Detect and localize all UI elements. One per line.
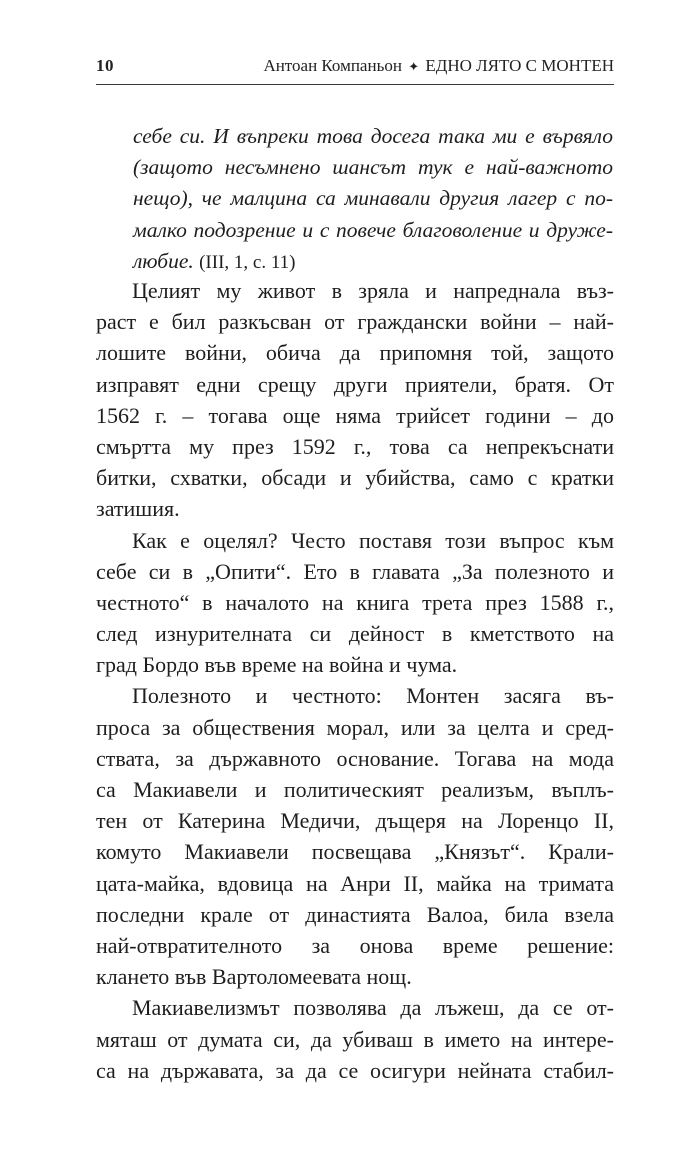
paragraph-line: Макиавелизмът позволява да лъжеш, да се от- xyxy=(132,995,614,1021)
paragraph-line: Как е оцелял? Често поставя този въпрос към xyxy=(132,527,614,553)
header-separator-icon: ✦ xyxy=(408,59,420,74)
book-title: ЕДНО ЛЯТО С МОНТЕН xyxy=(425,56,614,75)
paragraph-line: смъртта му през 1592 г., това са непрекъснати xyxy=(96,433,614,459)
paragraph-line: са Макиавели и политическият реализъм, въплъ- xyxy=(96,777,614,802)
quote-line: нещо), че малцина са минавали другия лагер с по- xyxy=(133,186,613,211)
paragraph-line: себе си в „Опити“. Ето в главата „За полезното и xyxy=(96,558,614,584)
paragraph-line: изправят едни срещу други приятели, братя. От xyxy=(96,371,614,397)
paragraph-line: са на държавата, за да се осигури нейната стабил- xyxy=(96,1057,614,1083)
paragraph-line: 1562 г. – тогава още няма трийсет години – до xyxy=(96,402,614,428)
paragraph-line: тен от Катерина Медичи, дъщеря на Лоренцо II, xyxy=(96,808,614,834)
paragraph-line: клането във Вартоломеевата нощ. xyxy=(96,964,412,990)
paragraph-line: най-отвратителното за онова време решение: xyxy=(96,932,614,958)
page-number: 10 xyxy=(96,56,114,75)
paragraph-line: град Бордо във време на война и чума. xyxy=(96,652,458,678)
quote-citation: (III, 1, с. 11) xyxy=(199,251,296,273)
paragraph-line: след изнурителната си дейност в кметството на xyxy=(96,621,614,647)
quote-line: (защото несъмнено шансът тук е най-важното xyxy=(133,155,613,180)
quote-line: малко подозрение и с повече благоволение и друже- xyxy=(133,217,613,242)
paragraph-line: честното“ в началото на книга трета през 1588 г., xyxy=(96,589,614,615)
paragraph-line: Полезното и честното: Монтен засяга въ- xyxy=(132,683,614,709)
paragraph-line: цата-майка, вдовица на Анри II, майка на тримата xyxy=(96,870,614,896)
running-header xyxy=(96,50,614,85)
block-quote xyxy=(133,121,613,277)
paragraph-line: ствата, за държавното основание. Тогава на мода xyxy=(96,745,614,771)
quote-line: себе си. И въпреки това досега така ми е вървяло xyxy=(133,124,613,148)
paragraph-line: проса за обществения морал, или за целта и сред- xyxy=(96,714,614,740)
author-name: Антоан Компаньон xyxy=(263,56,402,75)
paragraph-line: мяташ от думата си, да убиваш в името на интере- xyxy=(96,1026,614,1052)
running-title xyxy=(263,56,614,76)
paragraph-line: лошите войни, обича да припомня той, защото xyxy=(96,340,614,366)
paragraph-line: комуто Макиавели посвещава „Князът“. Крали- xyxy=(96,839,614,865)
paragraph-line: затишия. xyxy=(96,496,180,522)
quote-line-end: любие. xyxy=(133,248,194,273)
paragraph-line: битки, схватки, обсади и убийства, само с кратки xyxy=(96,465,614,491)
body-text xyxy=(96,275,614,1086)
quote-last-line xyxy=(133,246,613,277)
paragraph-line: последни крале от династията Валоа, била взела xyxy=(96,901,614,927)
paragraph-line: Целият му живот в зряла и напреднала въз- xyxy=(132,278,614,303)
paragraph-line: раст е бил разкъсван от граждански войни – най- xyxy=(96,309,614,335)
